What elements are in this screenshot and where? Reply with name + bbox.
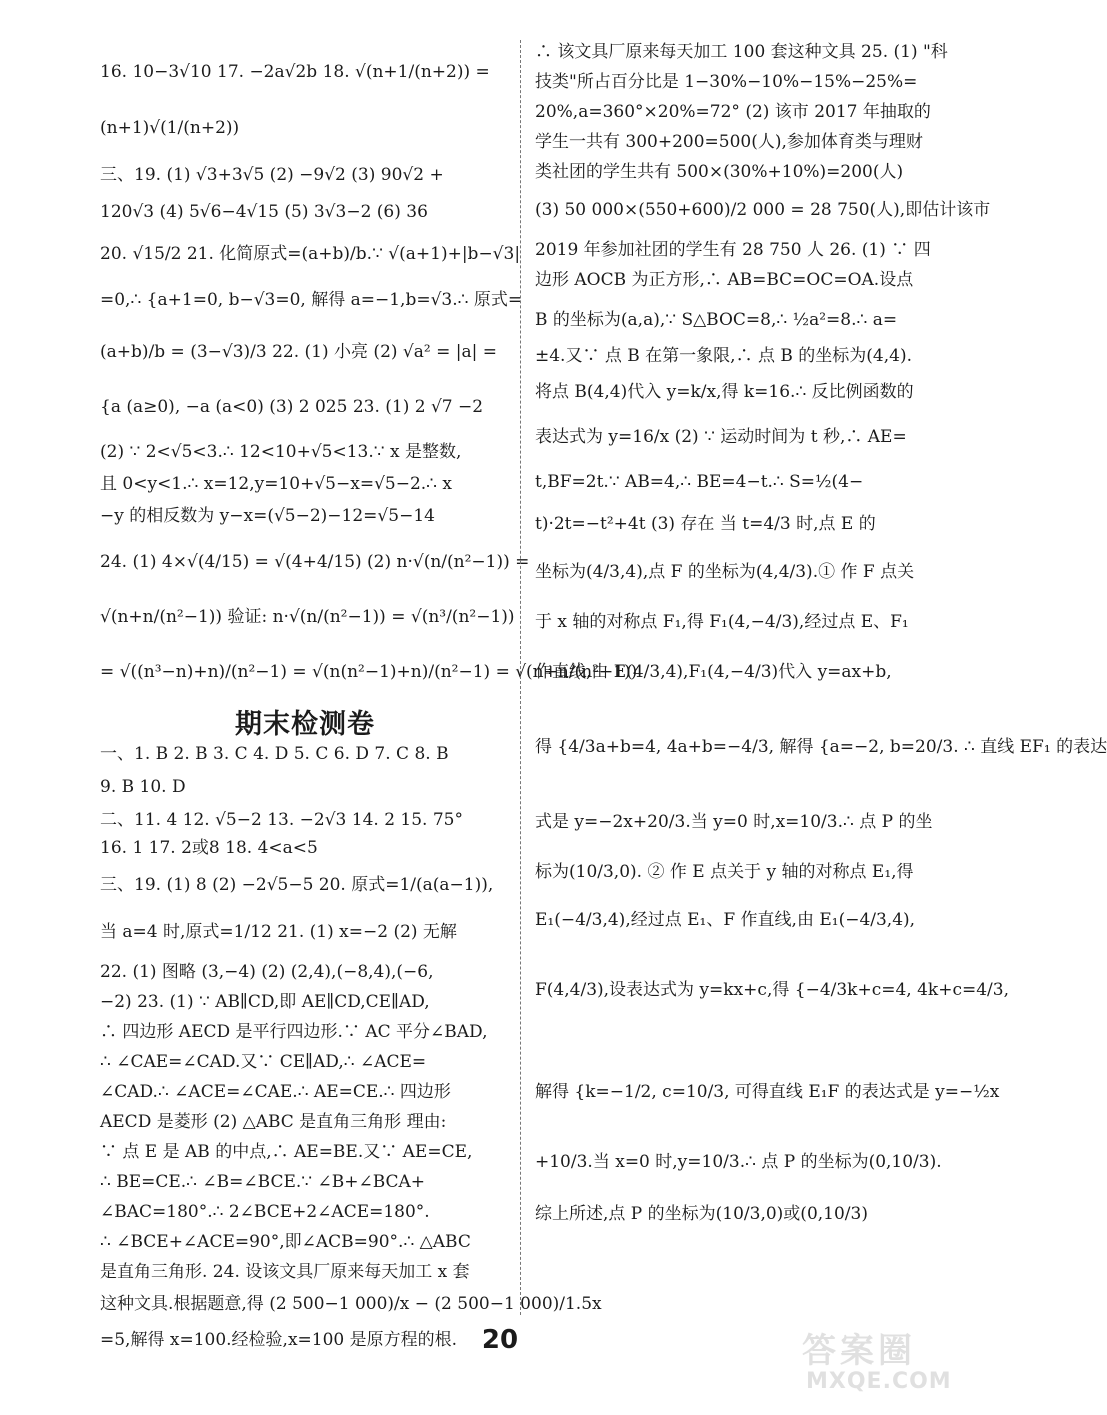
text-line: 2019 年参加社团的学生有 28 750 人 26. (1) ∵ 四	[535, 240, 931, 260]
text-line: 20%,a=360°×20%=72° (2) 该市 2017 年抽取的	[535, 102, 931, 122]
text-line: ∴ ∠CAE=∠CAD.又∵ CE∥AD,∴ ∠ACE=	[100, 1052, 427, 1072]
text-line: 这种文具.根据题意,得 (2 500−1 000)/x − (2 500−1 000)/1.5x	[100, 1294, 602, 1314]
text-line: 20. √15/2 21. 化简原式=(a+b)/b.∵ √(a+1)+|b−√3|	[100, 244, 521, 264]
text-line: ±4.又∵ 点 B 在第一象限,∴ 点 B 的坐标为(4,4).	[535, 346, 912, 366]
text-line: (a+b)/b = (3−√3)/3 22. (1) 小亮 (2) √a² = |a| =	[100, 342, 497, 362]
text-line: 学生一共有 300+200=500(人),参加体育类与理财	[535, 132, 923, 152]
column-divider	[520, 40, 521, 1315]
text-line: 标为(10/3,0). ② 作 E 点关于 y 轴的对称点 E₁,得	[535, 862, 914, 882]
text-line: 坐标为(4/3,4),点 F 的坐标为(4,4/3).① 作 F 点关	[535, 562, 915, 582]
text-line: F(4,4/3),设表达式为 y=kx+c,得 {−4/3k+c=4, 4k+c=4/3,	[535, 980, 1009, 1000]
text-line: 是直角三角形. 24. 设该文具厂原来每天加工 x 套	[100, 1262, 470, 1282]
watermark-logo	[792, 1323, 972, 1403]
text-line: ∵ 点 E 是 AB 的中点,∴ AE=BE.又∵ AE=CE,	[100, 1142, 473, 1162]
text-line: (2) ∵ 2<√5<3.∴ 12<10+√5<13.∵ x 是整数,	[100, 442, 462, 462]
text-line: 得 {4/3a+b=4, 4a+b=−4/3, 解得 {a=−2, b=20/3. ∴ 直线 EF₁ 的表达	[535, 737, 1107, 757]
page-number: 20	[481, 1325, 519, 1355]
text-line: 类社团的学生共有 500×(30%+10%)=200(人)	[535, 162, 904, 182]
text-line: +10/3.当 x=0 时,y=10/3.∴ 点 P 的坐标为(0,10/3).	[535, 1152, 942, 1172]
section-title: 期末检测卷	[235, 709, 375, 740]
text-line: t)·2t=−t²+4t (3) 存在 当 t=4/3 时,点 E 的	[535, 514, 876, 534]
text-line: AECD 是菱形 (2) △ABC 是直角三角形 理由:	[100, 1112, 447, 1132]
text-line: 当 a=4 时,原式=1/12 21. (1) x=−2 (2) 无解	[100, 922, 457, 942]
text-line: ∴ BE=CE.∴ ∠B=∠BCE.∵ ∠B+∠BCA+	[100, 1172, 426, 1192]
text-line: 式是 y=−2x+20/3.当 y=0 时,x=10/3.∴ 点 P 的坐	[535, 812, 933, 832]
text-line: 三、19. (1) 8 (2) −2√5−5 20. 原式=1/(a(a−1)),	[100, 875, 494, 895]
watermark-bottom-text: MXQE.COM	[806, 1369, 952, 1394]
text-line: 24. (1) 4×√(4/15) = √(4+4/15) (2) n·√(n/(n²−1)) =	[100, 552, 530, 572]
text-line: 三、19. (1) √3+3√5 (2) −9√2 (3) 90√2 +	[100, 165, 444, 185]
text-line: 于 x 轴的对称点 F₁,得 F₁(4,−4/3),经过点 E、F₁	[535, 612, 909, 632]
text-line: 作直线,由 E(4/3,4),F₁(4,−4/3)代入 y=ax+b,	[535, 662, 892, 682]
text-line: 22. (1) 图略 (3,−4) (2) (2,4),(−8,4),(−6,	[100, 962, 434, 982]
text-line: 技类"所占百分比是 1−30%−10%−15%−25%=	[535, 72, 918, 92]
text-line: 将点 B(4,4)代入 y=k/x,得 k=16.∴ 反比例函数的	[535, 382, 914, 402]
text-line: 二、11. 4 12. √5−2 13. −2√3 14. 2 15. 75°	[100, 810, 463, 830]
text-line: t,BF=2t.∵ AB=4,∴ BE=4−t.∴ S=½(4−	[535, 472, 864, 492]
text-line: ∴ 该文具厂原来每天加工 100 套这种文具 25. (1) "科	[535, 42, 948, 62]
text-line: ∴ 四边形 AECD 是平行四边形.∵ AC 平分∠BAD,	[100, 1022, 488, 1042]
text-line: 120√3 (4) 5√6−4√15 (5) 3√3−2 (6) 36	[100, 202, 428, 222]
text-line: ∠BAC=180°.∴ 2∠BCE+2∠ACE=180°.	[100, 1202, 430, 1222]
text-line: (3) 50 000×(550+600)/2 000 = 28 750(人),即估计该市	[535, 200, 991, 220]
text-line: E₁(−4/3,4),经过点 E₁、F 作直线,由 E₁(−4/3,4),	[535, 910, 916, 930]
text-line: B 的坐标为(a,a),∵ S△BOC=8,∴ ½a²=8.∴ a=	[535, 310, 898, 330]
text-line: 综上所述,点 P 的坐标为(10/3,0)或(0,10/3)	[535, 1204, 868, 1224]
text-line: 一、1. B 2. B 3. C 4. D 5. C 6. D 7. C 8. B	[100, 744, 449, 764]
text-line: ∠CAD.∴ ∠ACE=∠CAE.∴ AE=CE.∴ 四边形	[100, 1082, 451, 1102]
text-line: 表达式为 y=16/x (2) ∵ 运动时间为 t 秒,∴ AE=	[535, 427, 907, 447]
text-line: =0,∴ {a+1=0, b−√3=0, 解得 a=−1,b=√3.∴ 原式=	[100, 290, 523, 310]
text-line: −2) 23. (1) ∵ AB∥CD,即 AE∥CD,CE∥AD,	[100, 992, 430, 1012]
text-line: =5,解得 x=100.经检验,x=100 是原方程的根.	[100, 1330, 458, 1350]
text-line: 16. 1 17. 2或8 18. 4<a<5	[100, 838, 318, 858]
text-line: 9. B 10. D	[100, 777, 186, 797]
text-line: = √((n³−n)+n)/(n²−1) = √(n(n²−1)+n)/(n²−1) = √(n+n/(n²−1))	[100, 662, 638, 682]
watermark-top-text: 答案圈	[802, 1331, 916, 1371]
text-line: √(n+n/(n²−1)) 验证: n·√(n/(n²−1)) = √(n³/(n²−1))	[100, 607, 515, 627]
text-line: (n+1)√(1/(n+2))	[100, 118, 240, 138]
text-line: 边形 AOCB 为正方形,∴ AB=BC=OC=OA.设点	[535, 270, 914, 290]
text-line: 解得 {k=−1/2, c=10/3, 可得直线 E₁F 的表达式是 y=−½x	[535, 1082, 1000, 1102]
text-line: ∴ ∠BCE+∠ACE=90°,即∠ACB=90°.∴ △ABC	[100, 1232, 471, 1252]
text-line: 16. 10−3√10 17. −2a√2b 18. √(n+1/(n+2)) =	[100, 62, 490, 82]
text-line: −y 的相反数为 y−x=(√5−2)−12=√5−14	[100, 506, 435, 526]
text-line: {a (a≥0), −a (a<0) (3) 2 025 23. (1) 2 √7 −2	[100, 397, 484, 417]
text-line: 且 0<y<1.∴ x=12,y=10+√5−x=√5−2.∴ x	[100, 474, 452, 494]
